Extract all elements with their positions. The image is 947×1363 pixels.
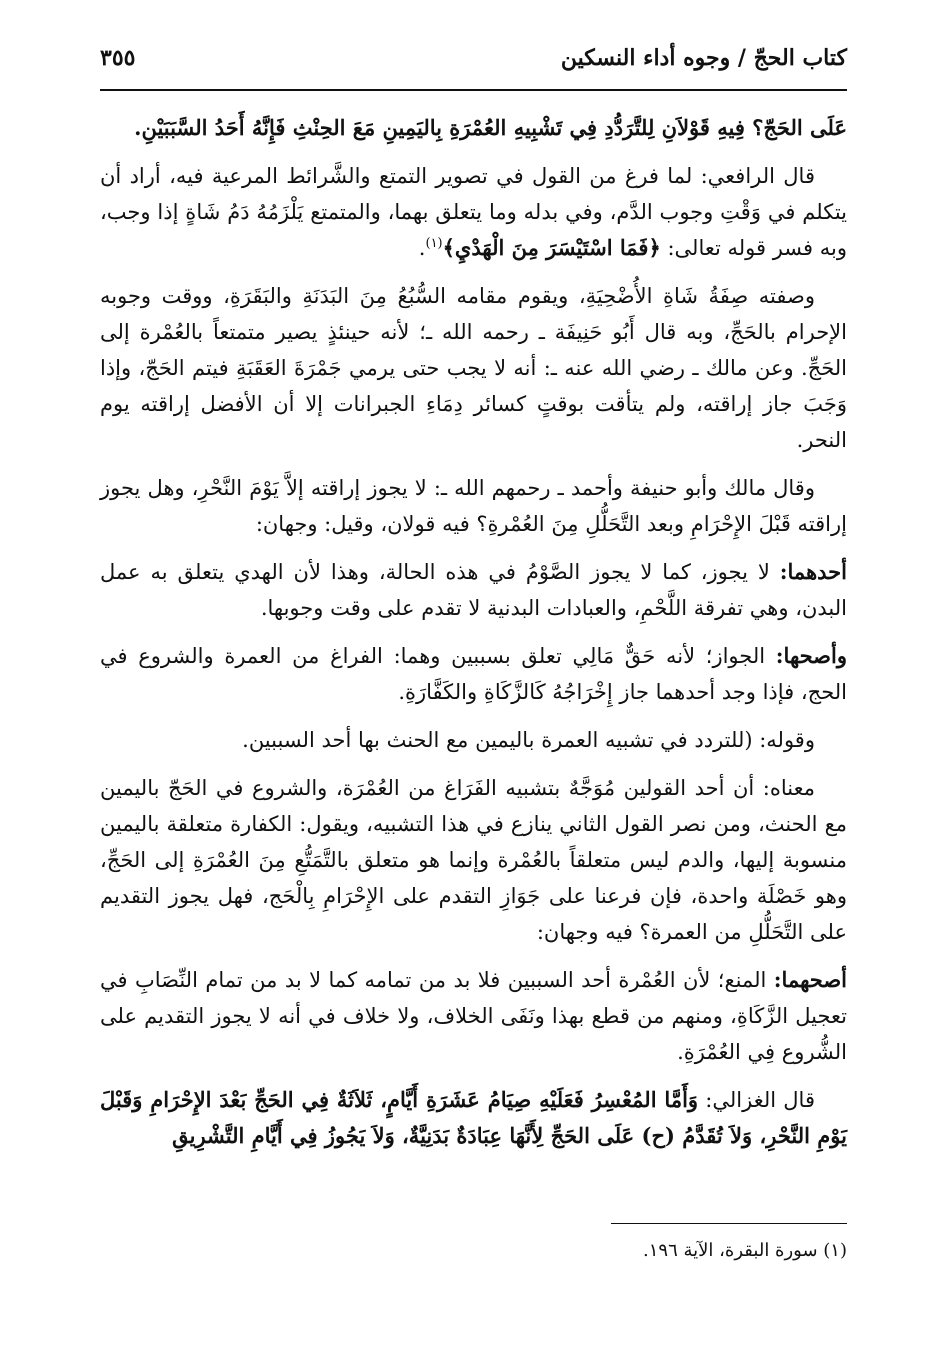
paragraph-6-lead: وأصحها: xyxy=(775,643,847,668)
footnote: (١) سورة البقرة، الآية ١٩٦. xyxy=(643,1240,847,1261)
paragraph-5-text: لا يجوز، كما لا يجوز الصَّوْمُ في هذه الحالة، وهذا لأن الهدي يتعلق به عمل البدن، وهي تفرقة اللَّحْمِ، والعبادات البدنية لا تقدم على وقت وجوبها. xyxy=(100,560,847,620)
paragraph-3: وصفته صِفَةُ شَاةِ الأُضْحِيَةِ، ويقوم مقامه السُّبُعُ مِنَ البَدَنَةِ والبَقَرَةِ، ووقت وجوبه الإحرام بالحَجِّ، وبه قال أَبُو حَنِيفَة ـ رحمه الله ـ؛ لأنه حينئذٍ يصير متمتعاً بالعُمْرة إلى الحَجِّ. وعن مالك ـ رضي الله عنه ـ: أنه لا يجب حتى يرمي جَمْرَةَ العَقَبَةِ فيتم الحَجّ، وإذا وَجَبَ جاز إراقته، ولم يتأقت بوقتٍ كسائر دِمَاءِ الجبرانات إلا أن الأفضل إراقته يوم النحر. xyxy=(100,284,847,452)
paragraph-9 xyxy=(100,962,847,1070)
paragraph-2-text: قال الرافعي: لما فرغ من القول في تصوير التمتع والشَّرائط المرعية فيه، أراد أن يتكلم في وَقْتِ وجوب الدَّم، وفي بدله وما يتعلق بهما، والمتمتع يَلْزَمُهُ دَمُ شَاةٍ إذا وجب، وبه فسر قوله تعالى: xyxy=(100,164,847,260)
paragraph-2 xyxy=(100,158,847,266)
page-number: ٣٥٥ xyxy=(100,45,136,71)
paragraph-6 xyxy=(100,638,847,710)
footnote-ref-1: (١) xyxy=(425,236,443,251)
running-title: كتاب الحجّ / وجوه أداء النسكين xyxy=(560,45,847,71)
paragraph-10-text: وَأَمَّا المُعْسِرُ فَعَلَيْهِ صِيَامُ عَشَرَةِ أَيَّامٍ، ثَلاَثَةٌ فِي الحَجِّ بَعْدَ الإِحْرَامِ وَقَبْلَ يَوْمِ النَّحْرِ، وَلاَ تُقَدَّمُ (ح) عَلَى الحَجِّ لِأَنَّهَا عِبَادَةٌ بَدَنِيَّةٌ، وَلاَ يَجُوزُ فِي أَيَّامِ التَّشْرِيقِ xyxy=(100,1087,847,1148)
paragraph-6-text: الجواز؛ لأنه حَقٌّ مَالِي تعلق بسببين وهما: الفراغ من العمرة والشروع في الحج، فإذا وجد أحدهما جاز إِخْرَاجُهُ كَالزَّكَاةِ والكَفَّارَةِ. xyxy=(100,644,847,704)
footnote-rule xyxy=(611,1223,847,1224)
paragraph-8: معناه: أن أحد القولين مُوَجَّهٌ بتشبيه الفَرَاغ من العُمْرَة، والشروع في الحَجّ باليمين مع الحنث، ومن نصر القول الثاني ينازع في هذا التشبيه، ويقول: الكفارة متعلقة باليمين منسوبة إليها، والدم ليس متعلقاً بالعُمْرة وإنما هو متعلق بالتَّمَتُّعِ مِنَ العُمْرَةِ إلى الحَجِّ، وهو خَصْلَة واحدة، فإن فرعنا على جَوَازِ التقدم على الإِحْرَامِ بِالْحَج، فهل يجوز التقديم على التَّحَلُّلِ من العمرة؟ فيه وجهان: xyxy=(100,776,848,944)
paragraph-1: عَلَى الحَجّ؟ فِيهِ قَوْلاَنِ لِلتَّرَدُّدِ فِي تَشْبِيهِ العُمْرَةِ بِاليَمِينِ مَعَ الحِنْثِ فَإِنَّهُ أَحَدُ السَّبَبَيْنِ. xyxy=(134,115,847,140)
paragraph-9-text: المنع؛ لأن العُمْرة أحد السببين فلا بد من تمامه كما لا بد من تمام النِّصَابِ في تعجيل الزَّكَاةِ، ومنهم من قطع بهذا ونَفَى الخلاف، ولا خلاف في أنه لا يجوز التقديم على الشُّروع فِي العُمْرَةِ. xyxy=(100,968,847,1064)
header-rule xyxy=(100,89,847,91)
quran-verse: ﴿فَمَا اسْتَيْسَرَ مِنَ الْهَدْيِ﴾ xyxy=(442,235,661,260)
paragraph-2-end: . xyxy=(418,236,426,260)
paragraph-10-lead: قال الغزالي: xyxy=(705,1088,815,1112)
paragraph-9-lead: أصحهما: xyxy=(773,967,847,992)
paragraph-7: وقوله: (للتردد في تشبيه العمرة باليمين مع الحنث بها أحد السببين. xyxy=(242,728,815,752)
paragraph-10 xyxy=(100,1082,847,1154)
paragraph-4: وقال مالك وأبو حنيفة وأحمد ـ رحمهم الله ـ: لا يجوز إراقته إلاَّ يَوْمَ النَّحْرِ، وهل يجوز إراقته قَبْلَ الإِحْرَامِ وبعد التَّحَلُّلِ مِنَ العُمْرةِ؟ فيه قولان، وقيل: وجهان: xyxy=(100,476,847,536)
running-header xyxy=(100,38,847,78)
paragraph-5 xyxy=(100,554,847,626)
paragraph-5-lead: أحدهما: xyxy=(779,559,847,584)
main-text xyxy=(100,110,847,1166)
